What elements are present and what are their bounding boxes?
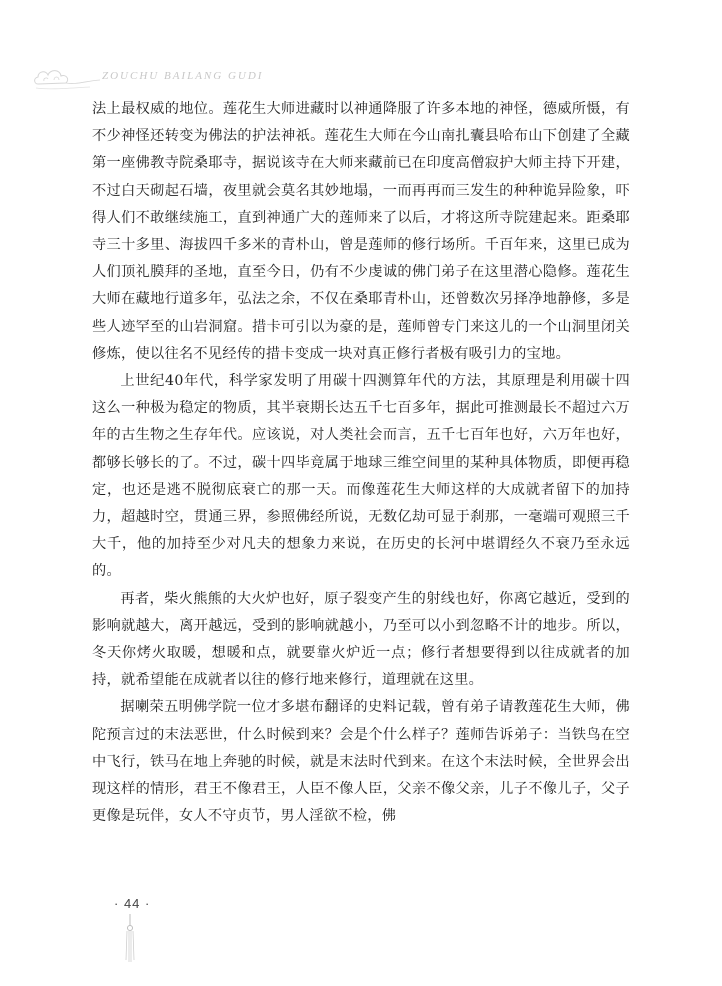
- cloud-ornament-icon: [30, 60, 110, 100]
- paragraph-3: 再者，柴火熊熊的大火炉也好，原子裂变产生的射线也好，你离它越近，受到的影响就越大，离开越远，受到的影响就越小，乃至可以小到忽略不计的地步。所以，冬天你烤火取暖，想暖和点，就要靠火炉近一点；修行者想要得到以往成就者的加持，就希望能在成就者以往的修行地来修行，道理就在这里。: [92, 590, 630, 689]
- running-header: [30, 60, 330, 100]
- paragraph-2: 上世纪40年代，科学家发明了用碳十四测算年代的方法，其原理是利用碳十四这么一种极为稳定的物质，其半衰期长达五千七百多年，据此可推测最长不超过六万年的古生物之生存年代。应该说，对人类社会而言，五千七百年也好，六万年也好，都够长够长的了。不过，碳十四毕竟属于地球三维空间里的某种具体物质，即便再稳定，也还是逃不脱彻底衰亡的那一天。而像莲花生大师这样的大成就者留下的加持力，超越时空，贯通三界，参照佛经所说，无数亿劫可显于刹那，一毫端可观照三千大千，他的加持至少对凡夫的想象力来说，在历史的长河中堪谓经久不衰乃至永远的。: [92, 373, 630, 580]
- page-number: · 44 ·: [114, 896, 151, 911]
- paragraph-1: 法上最权威的地位。莲花生大师进藏时以神通降服了许多本地的神怪，德威所慑，有不少神怪还转变为佛法的护法神祇。莲花生大师在今山南扎囊县哈布山下创建了全藏第一座佛教寺院桑耶寺，据说该寺在大师来藏前已在印度高僧寂护大师主持下开建，不过白天砌起石墙，夜里就会莫名其妙地塌，一而再再而三发生的种种诡异险象，吓得人们不敢继续施工，直到神通广大的莲师来了以后，才将这所寺院建起来。距桑耶寺三十多里、海拔四千多米的青朴山，曾是莲师的修行场所。千百年来，这里已成为人们顶礼膜拜的圣地，直至今日，仍有不少虔诚的佛门弟子在这里潜心隐修。莲花生大师在藏地行道多年，弘法之余，不仅在桑耶青朴山，还曾数次另择净地静修，多是些人迹罕至的山岩洞窟。措卡可引以为豪的是，莲师曾专门来这儿的一个山洞里闭关修炼，使以往名不见经传的措卡变成一块对真正修行者极有吸引力的宝地。: [92, 101, 630, 362]
- paragraph-4: 据喇荣五明佛学院一位才多堪布翻译的史料记载，曾有弟子请教莲花生大师，佛陀预言过的末法恶世，什么时候到来？会是个什么样子？莲师告诉弟子：当铁鸟在空中飞行，铁马在地上奔驰的时候，就是末法时代到来。在这个末法时候，全世界会出现这样的情形，君王不像君王，人臣不像人臣，父亲不像父亲，儿子不像儿子，父子更像是玩伴，女人不守贞节，男人淫欲不检，佛: [92, 699, 630, 825]
- header-title: ZOUCHU BAILANG GUDI: [102, 70, 264, 82]
- tassel-ornament-icon: [120, 914, 140, 964]
- body-text: [92, 96, 630, 830]
